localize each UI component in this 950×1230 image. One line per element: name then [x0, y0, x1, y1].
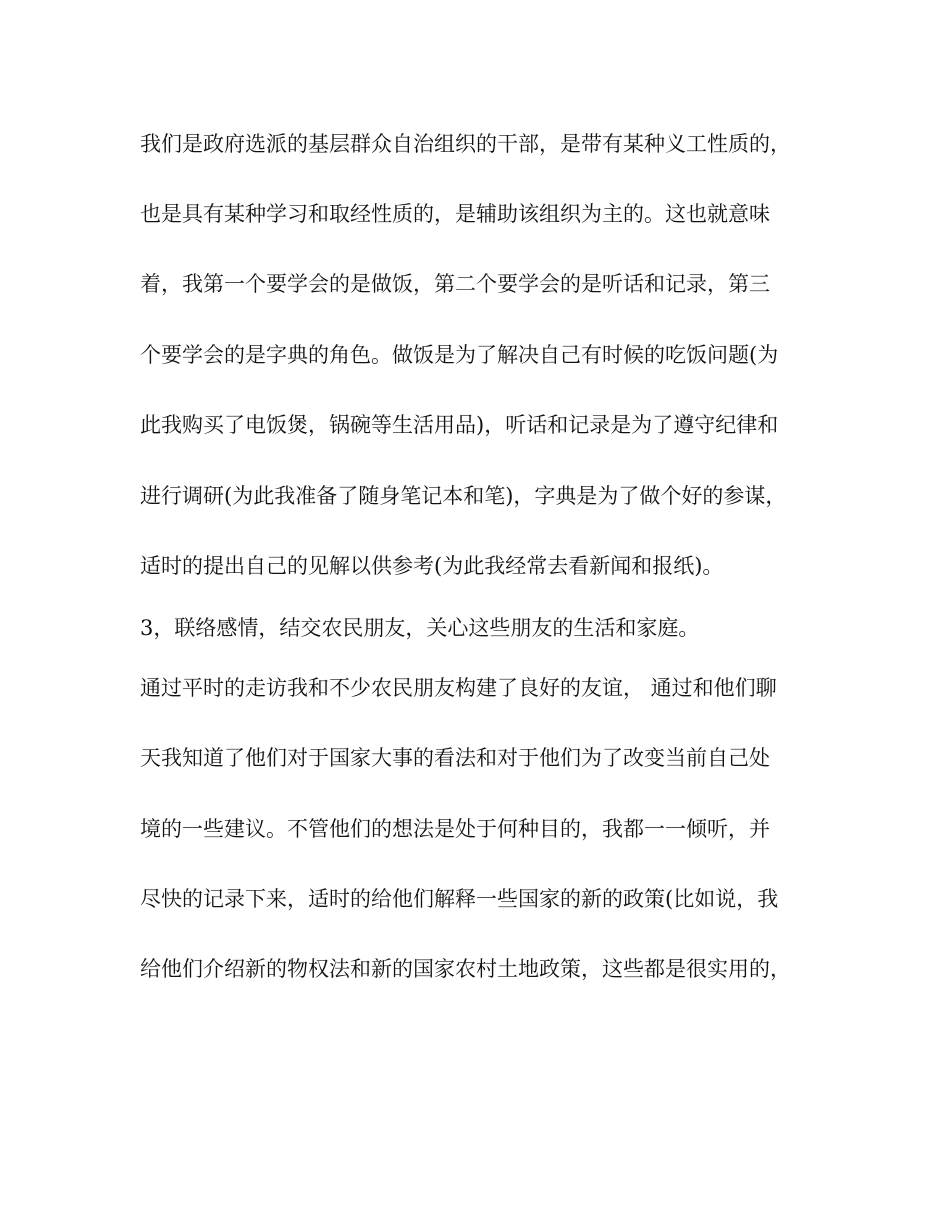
text-line-10: 天我知道了他们对于国家大事的看法和对于他们为了改变当前自己处 [140, 746, 770, 770]
text-line-2: 也是具有某种学习和取经性质的，是辅助该组织为主的。这也就意味 [140, 202, 770, 226]
text-line-11: 境的一些建议。不管他们的想法是处于何种目的，我都一一倾听，并 [140, 817, 770, 841]
text-line-13: 给他们介绍新的物权法和新的国家农村土地政策，这些都是很实用的， [140, 957, 791, 981]
text-line-12: 尽快的记录下来，适时的给他们解释一些国家的新的政策(比如说，我 [140, 887, 779, 911]
text-line-8: 3，联络感情，结交农民朋友，关心这些朋友的生活和家庭。 [140, 616, 700, 640]
text-line-4: 个要学会的是字典的角色。做饭是为了解决自己有时候的吃饭问题(为 [140, 343, 779, 367]
text-line-5: 此我购买了电饭煲，锅碗等生活用品)，听话和记录是为了遵守纪律和 [140, 413, 779, 437]
text-line-7: 适时的提出自己的见解以供参考(为此我经常去看新闻和报纸)。 [140, 554, 724, 578]
text-line-1: 我们是政府选派的基层群众自治组织的干部，是带有某种义工性质的， [140, 132, 791, 156]
text-line-6: 进行调研(为此我准备了随身笔记本和笔)，字典是为了做个好的参谋， [140, 484, 787, 508]
text-line-9: 通过平时的走访我和不少农民朋友构建了良好的友谊， 通过和他们聊 [140, 676, 777, 700]
text-line-3: 着，我第一个要学会的是做饭，第二个要学会的是听话和记录，第三 [140, 272, 770, 296]
